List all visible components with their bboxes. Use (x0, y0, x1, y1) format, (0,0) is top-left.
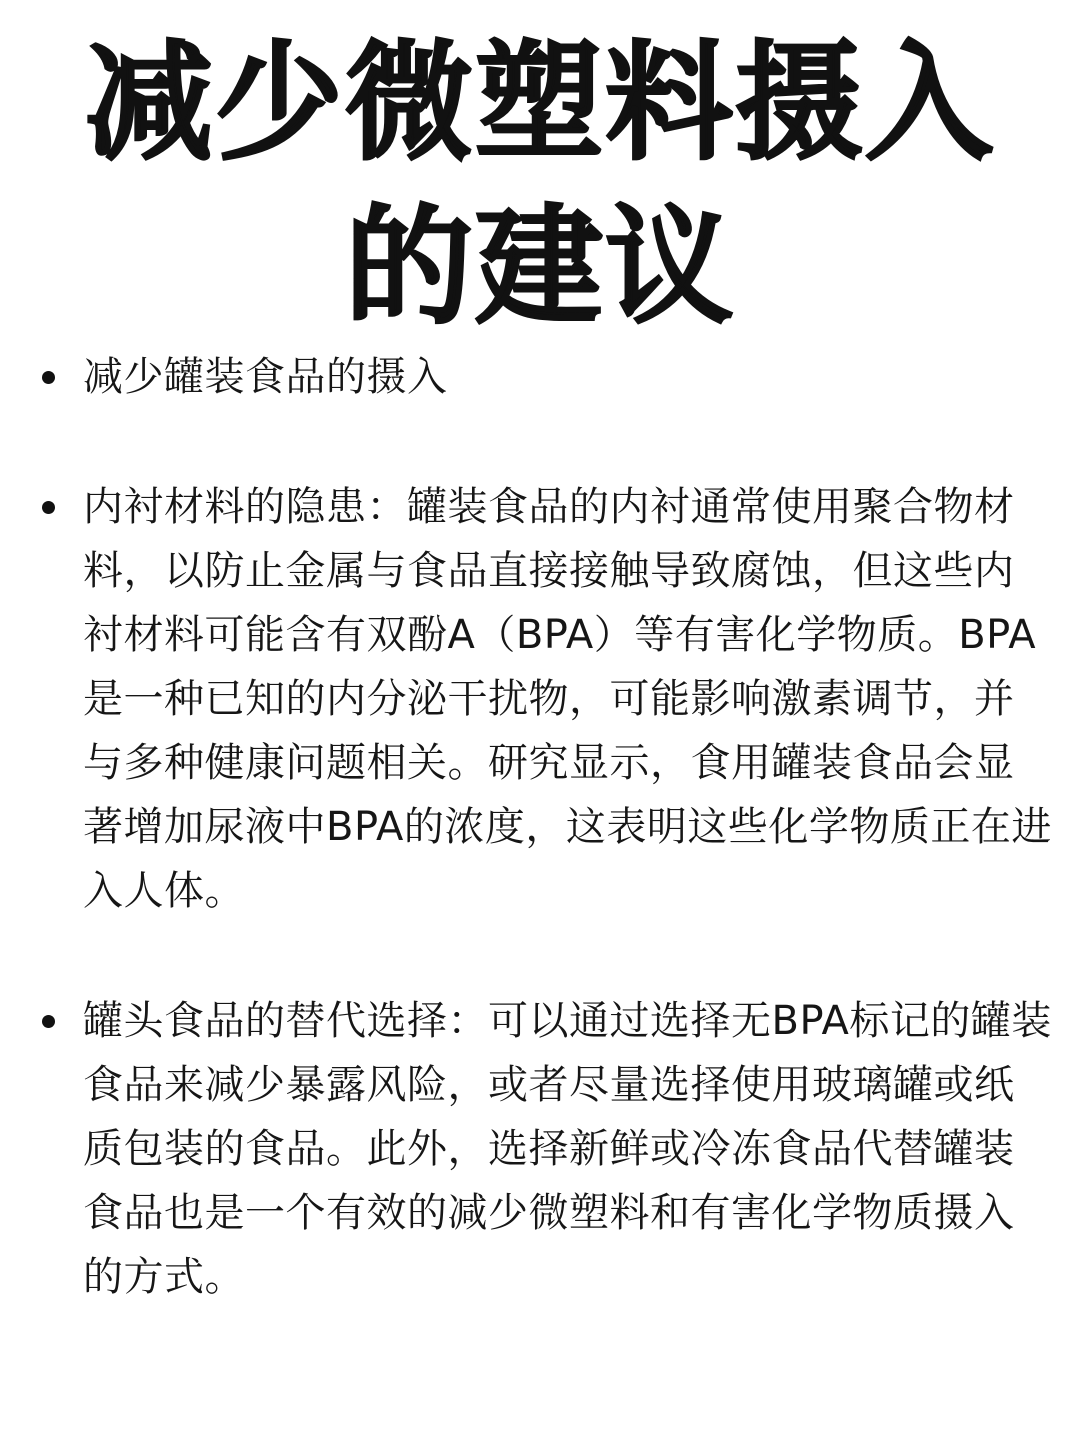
list-item-text: 减少罐装食品的摄入 (83, 354, 448, 400)
page-title: 减少微塑料摄入的建议 (84, 29, 995, 342)
list-item (38, 475, 1053, 923)
bullet-icon (42, 371, 55, 384)
list-item-text: 内衬材料的隐患：罐装食品的内衬通常使用聚合物材料，以防止金属与食品直接接触导致腐蚀，但这些内衬材料可能含有双酚A（BPA）等有害化学物质。BPA是一种已知的内分泌干扰物，可能影响激素调节，并与多种健康问题相关。研究显示，食用罐装食品会显著增加尿液中BPA的浓度，这表明这些化学物质正在进入人体。 (83, 484, 1052, 914)
list-item-text: 罐头食品的替代选择：可以通过选择无BPA标记的罐装食品来减少暴露风险，或者尽量选择使用玻璃罐或纸质包装的食品。此外，选择新鲜或冷冻食品代替罐装食品也是一个有效的减少微塑料和有害化学物质摄入的方式。 (83, 998, 1052, 1300)
advice-list (38, 345, 1053, 1309)
bullet-icon (42, 1015, 55, 1028)
list-item (38, 989, 1053, 1309)
list-item (38, 345, 1053, 409)
bullet-icon (42, 501, 55, 514)
